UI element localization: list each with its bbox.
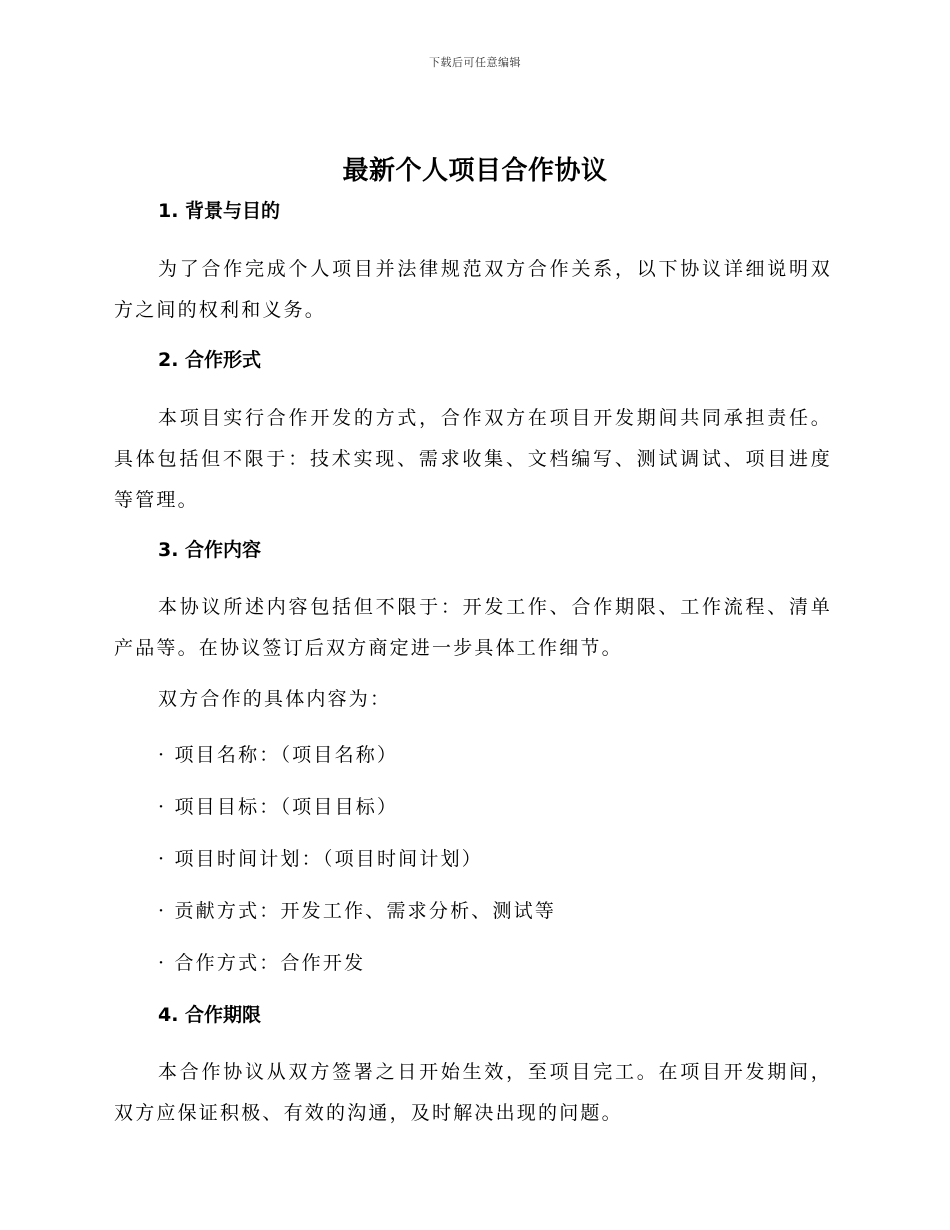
section-heading-background: 1. 背景与目的 xyxy=(158,200,281,222)
document-body xyxy=(114,196,832,1134)
section-heading-cooperation-term: 4. 合作期限 xyxy=(158,1004,262,1026)
section-paragraph: 双方合作的具体内容为： xyxy=(158,688,392,710)
section-paragraph: 本协议所述内容包括但不限于：开发工作、合作期限、工作流程、清单产品等。在协议签订后双方商定进一步具体工作细节。 xyxy=(114,596,832,659)
list-item: · 合作方式：合作开发 xyxy=(158,952,366,974)
section-heading-cooperation-form: 2. 合作形式 xyxy=(158,349,262,371)
list-item: · 项目名称：（项目名称） xyxy=(158,744,399,766)
header-note: 下载后可任意编辑 xyxy=(429,56,521,69)
document-title: 最新个人项目合作协议 xyxy=(342,156,608,186)
section-paragraph: 本合作协议从双方签署之日开始生效，至项目完工。在项目开发期间，双方应保证积极、有效的沟通，及时解决出现的问题。 xyxy=(114,1061,832,1124)
section-paragraph: 为了合作完成个人项目并法律规范双方合作关系，以下协议详细说明双方之间的权利和义务。 xyxy=(114,258,832,321)
list-item: · 项目目标：（项目目标） xyxy=(158,796,399,818)
section-heading-cooperation-content: 3. 合作内容 xyxy=(158,539,262,561)
list-item: · 贡献方式：开发工作、需求分析、测试等 xyxy=(158,900,557,922)
section-paragraph: 本项目实行合作开发的方式，合作双方在项目开发期间共同承担责任。具体包括但不限于：技术实现、需求收集、文档编写、测试调试、项目进度等管理。 xyxy=(114,407,832,511)
list-item: · 项目时间计划：（项目时间计划） xyxy=(158,848,483,870)
